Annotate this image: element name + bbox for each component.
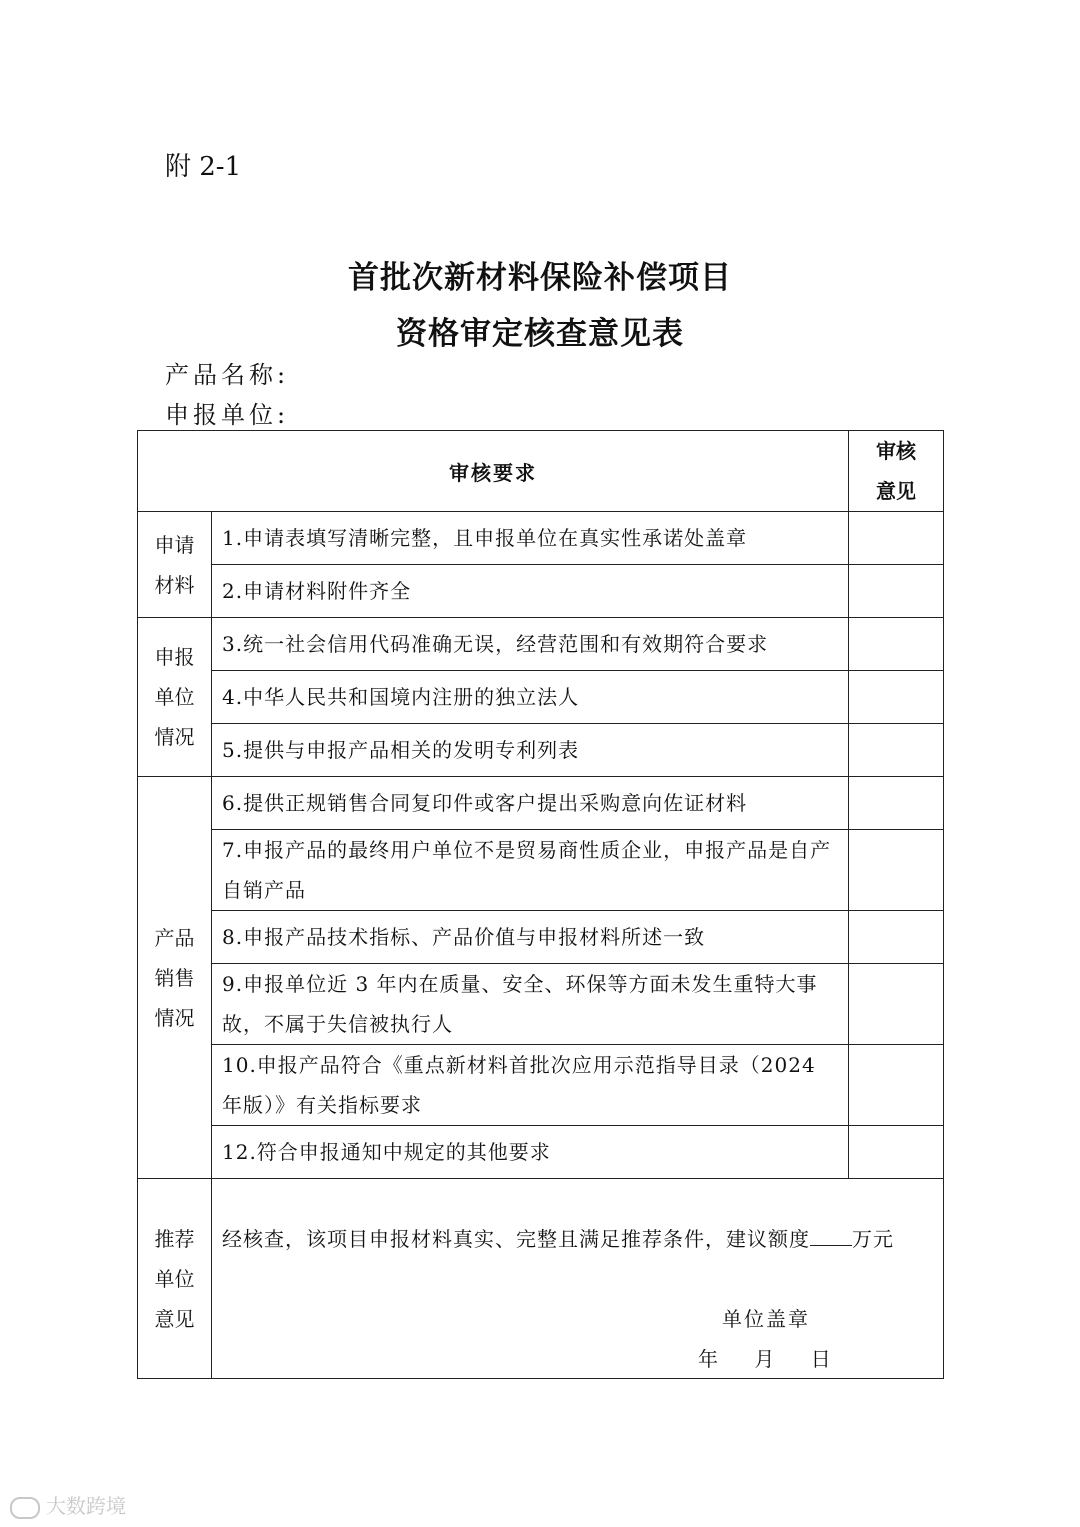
category-line: 情况 (154, 1005, 195, 1030)
recommend-opinion-cell[interactable] (212, 1179, 944, 1379)
requirement-item-7: 7.申报产品的最终用户单位不是贸易商性质企业，申报产品是自产自销产品 (212, 830, 849, 911)
requirement-item-12: 12.符合申报通知中规定的其他要求 (212, 1126, 849, 1179)
date-line (698, 1343, 861, 1372)
applicant-label: 申报单位: (165, 401, 290, 429)
opinion-cell-7[interactable] (849, 830, 944, 911)
watermark-logo-icon (10, 1497, 40, 1519)
category-applicant-situation (138, 618, 212, 777)
opinion-cell-3[interactable] (849, 618, 944, 671)
requirement-item-4: 4.中华人民共和国境内注册的独立法人 (212, 671, 849, 724)
category-line: 情况 (154, 725, 195, 749)
category-line: 申请 (154, 532, 195, 557)
document-title-line1: 首批次新材料保险补偿项目 (348, 260, 732, 296)
requirement-item-3: 3.统一社会信用代码准确无误，经营范围和有效期符合要求 (212, 618, 849, 671)
requirement-item-6: 6.提供正规销售合同复印件或客户提出采购意向佐证材料 (212, 777, 849, 830)
opinion-cell-10[interactable] (849, 1045, 944, 1126)
date-month: 月 (754, 1347, 775, 1371)
category-line: 意见 (154, 1306, 195, 1331)
seal-label: 单位盖章 (722, 1307, 810, 1331)
date-year: 年 (698, 1347, 718, 1371)
opinion-cell-9[interactable] (849, 964, 944, 1045)
header-requirements: 审核要求 (138, 431, 849, 512)
review-table (137, 430, 944, 1379)
watermark (10, 1490, 126, 1519)
requirement-item-9: 9.申报单位近 3 年内在质量、安全、环保等方面未发生重特大事故，不属于失信被执行人 (212, 964, 849, 1045)
opinion-cell-1[interactable] (849, 512, 944, 565)
category-application-materials (138, 512, 212, 618)
recommend-text-after: 万元 (852, 1227, 894, 1251)
requirement-item-1: 1.申请表填写清晰完整，且申报单位在真实性承诺处盖章 (212, 512, 849, 565)
amount-blank[interactable] (810, 1227, 852, 1246)
attachment-label: 附 2-1 (165, 152, 242, 182)
opinion-cell-5[interactable] (849, 724, 944, 777)
recommend-statement (222, 1223, 894, 1252)
category-line: 推荐 (154, 1226, 195, 1251)
opinion-cell-8[interactable] (849, 911, 944, 964)
document-title-line2: 资格审定核查意见表 (396, 316, 684, 352)
category-line: 单位 (154, 685, 195, 709)
opinion-cell-4[interactable] (849, 671, 944, 724)
date-day: 日 (810, 1347, 831, 1371)
header-opinion-line2: 意见 (876, 479, 916, 503)
requirement-item-8: 8.申报产品技术指标、产品价值与申报材料所述一致 (212, 911, 849, 964)
requirement-item-5: 5.提供与申报产品相关的发明专利列表 (212, 724, 849, 777)
category-recommend-opinion (138, 1179, 212, 1379)
opinion-cell-2[interactable] (849, 565, 944, 618)
watermark-text: 大数跨境 (46, 1494, 126, 1518)
opinion-cell-6[interactable] (849, 777, 944, 830)
category-line: 材料 (154, 572, 195, 597)
category-line: 单位 (154, 1266, 195, 1291)
category-line: 销售 (154, 965, 195, 990)
product-name-label: 产品名称: (165, 361, 290, 389)
recommend-text-before: 经核查，该项目申报材料真实、完整且满足推荐条件，建议额度 (222, 1227, 810, 1251)
category-product-sales (138, 777, 212, 1179)
category-line: 产品 (154, 925, 195, 950)
requirement-item-10: 10.申报产品符合《重点新材料首批次应用示范指导目录（2024 年版）》有关指标要求 (212, 1045, 849, 1126)
opinion-cell-12[interactable] (849, 1126, 944, 1179)
header-opinion-line1: 审核 (876, 439, 916, 463)
category-line: 申报 (154, 645, 195, 669)
header-opinion (849, 431, 944, 512)
requirement-item-2: 2.申请材料附件齐全 (212, 565, 849, 618)
